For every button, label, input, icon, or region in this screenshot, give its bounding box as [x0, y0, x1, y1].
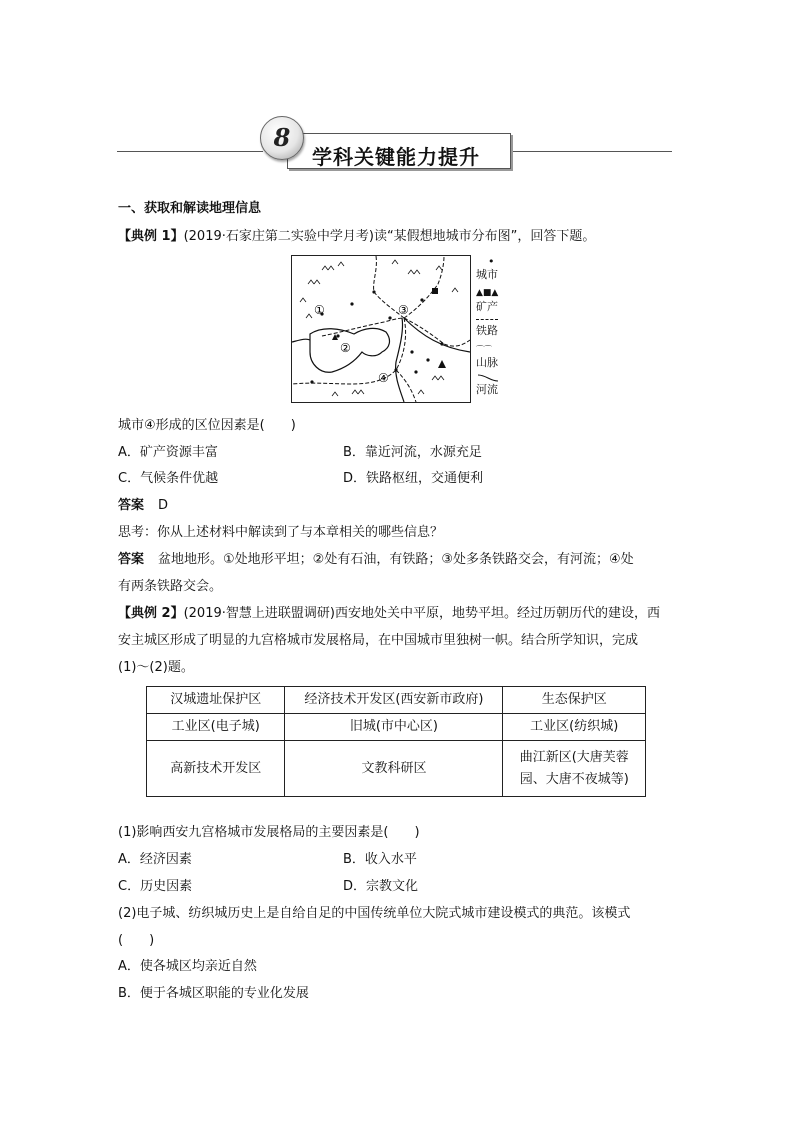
example1-intro	[118, 228, 595, 246]
example2-q1-option-a: A．经济因素	[118, 852, 192, 867]
example1-option-a: A．矿产资源丰富	[118, 445, 218, 460]
think-answer-line2: 有两条铁路交会。	[118, 579, 223, 594]
table-cell: 旧城(市中心区)	[285, 714, 503, 741]
table-row	[147, 741, 646, 797]
table-cell: 文教科研区	[285, 741, 503, 797]
example2-q1-option-c: C．历史因素	[118, 879, 193, 894]
railway-line-icon	[322, 318, 404, 336]
example2-line2: 安主城区形成了明显的九宫格城市发展格局，在中国城市里独树一帜。结合所学知识，完成	[118, 633, 639, 648]
legend-river-label: 河流	[476, 383, 498, 396]
example2-line3: (1)～(2)题。	[118, 660, 194, 675]
table-cell: 生态保护区	[503, 687, 646, 714]
answer-value: D	[158, 498, 169, 513]
example1-tag: 【典例 1】	[118, 229, 184, 244]
legend-city-label: 城市	[476, 268, 498, 281]
table-row	[147, 687, 646, 714]
xian-grid-table	[146, 686, 646, 797]
table-cell: 工业区(纺织城)	[503, 714, 646, 741]
example1-intro-text: (2019·石家庄第二实验中学月考)读“某假想地城市分布图”，回答下题。	[183, 229, 596, 244]
legend-mineral-label: 矿产	[476, 300, 498, 313]
region-label-2: ②	[340, 341, 351, 355]
city-distribution-map	[291, 255, 471, 403]
river-icon	[476, 373, 516, 383]
table-cell: 曲江新区(大唐芙蓉园、大唐不夜城等)	[503, 741, 646, 797]
header-rule-right	[509, 151, 672, 152]
answer-label: 答案	[118, 498, 145, 513]
example1-option-b: B．靠近河流，水源充足	[343, 445, 482, 460]
example2-q2-option-b: B．便于各城区职能的专业化发展	[118, 986, 309, 1001]
example2-q2-line1: (2)电子城、纺织城历史上是自给自足的中国传统单位大院式城市建设模式的典范。该模式	[118, 906, 631, 921]
example1-option-c: C．气候条件优越	[118, 471, 219, 486]
mineral-symbols-icon: ▲■▲	[476, 288, 499, 298]
table-cell: 汉城遗址保护区	[147, 687, 285, 714]
example2-q1-option-d: D．宗教文化	[343, 879, 419, 894]
section-number-badge: 8	[260, 116, 304, 160]
think-answer-line1	[118, 551, 634, 569]
section-heading: 一、获取和解读地理信息	[118, 201, 262, 216]
mineral-triangle-icon	[438, 360, 446, 368]
example2-q1-option-b: B．收入水平	[343, 852, 417, 867]
river-icon	[292, 339, 310, 342]
example1-answer	[118, 497, 168, 515]
example1-question: 城市④形成的区位因素是( )	[118, 418, 296, 433]
river-icon	[396, 318, 404, 402]
map-legend	[476, 255, 516, 396]
region-label-3: ③	[398, 303, 409, 317]
header-rule-left	[117, 151, 263, 152]
think-answer-text: 盆地地形。①处地形平坦；②处有石油，有铁路；③处多条铁路交会，有河流；④处	[158, 552, 634, 567]
table-row	[147, 714, 646, 741]
table-cell: 高新技术开发区	[147, 741, 285, 797]
map-graphic	[292, 256, 470, 402]
legend-mountain-label: 山脉	[476, 356, 498, 369]
example2-q1: (1)影响西安九宫格城市发展格局的主要因素是( )	[118, 825, 420, 840]
legend-city-symbol: •	[488, 255, 495, 268]
page-title: 学科关键能力提升	[312, 145, 480, 169]
example2-q2-line2: ( )	[118, 933, 155, 948]
mountain-icon: ⌒⌒	[476, 345, 492, 354]
region-label-1: ①	[314, 303, 325, 317]
example2-tag: 【典例 2】	[118, 606, 184, 621]
table-cell: 经济技术开发区(西安新市政府)	[285, 687, 503, 714]
think-answer-label: 答案	[118, 552, 145, 567]
example2-q2-option-a: A．使各城区均亲近自然	[118, 959, 257, 974]
table-cell: 工业区(电子城)	[147, 714, 285, 741]
railway-line-icon	[404, 256, 444, 318]
example2-line1	[118, 605, 660, 623]
example2-line1-text: (2019·智慧上进联盟调研)西安地处关中平原，地势平坦。经过历朝历代的建设，西	[183, 606, 660, 621]
think-prompt: 思考：你从上述材料中解读到了与本章相关的哪些信息？	[118, 525, 444, 540]
mineral-square-icon	[432, 288, 438, 294]
river-icon	[404, 318, 470, 352]
city-dots	[310, 290, 443, 383]
example1-option-d: D．铁路枢纽，交通便利	[343, 471, 484, 486]
region-label-4: ④	[378, 371, 389, 385]
legend-railway-label: 铁路	[476, 324, 498, 337]
